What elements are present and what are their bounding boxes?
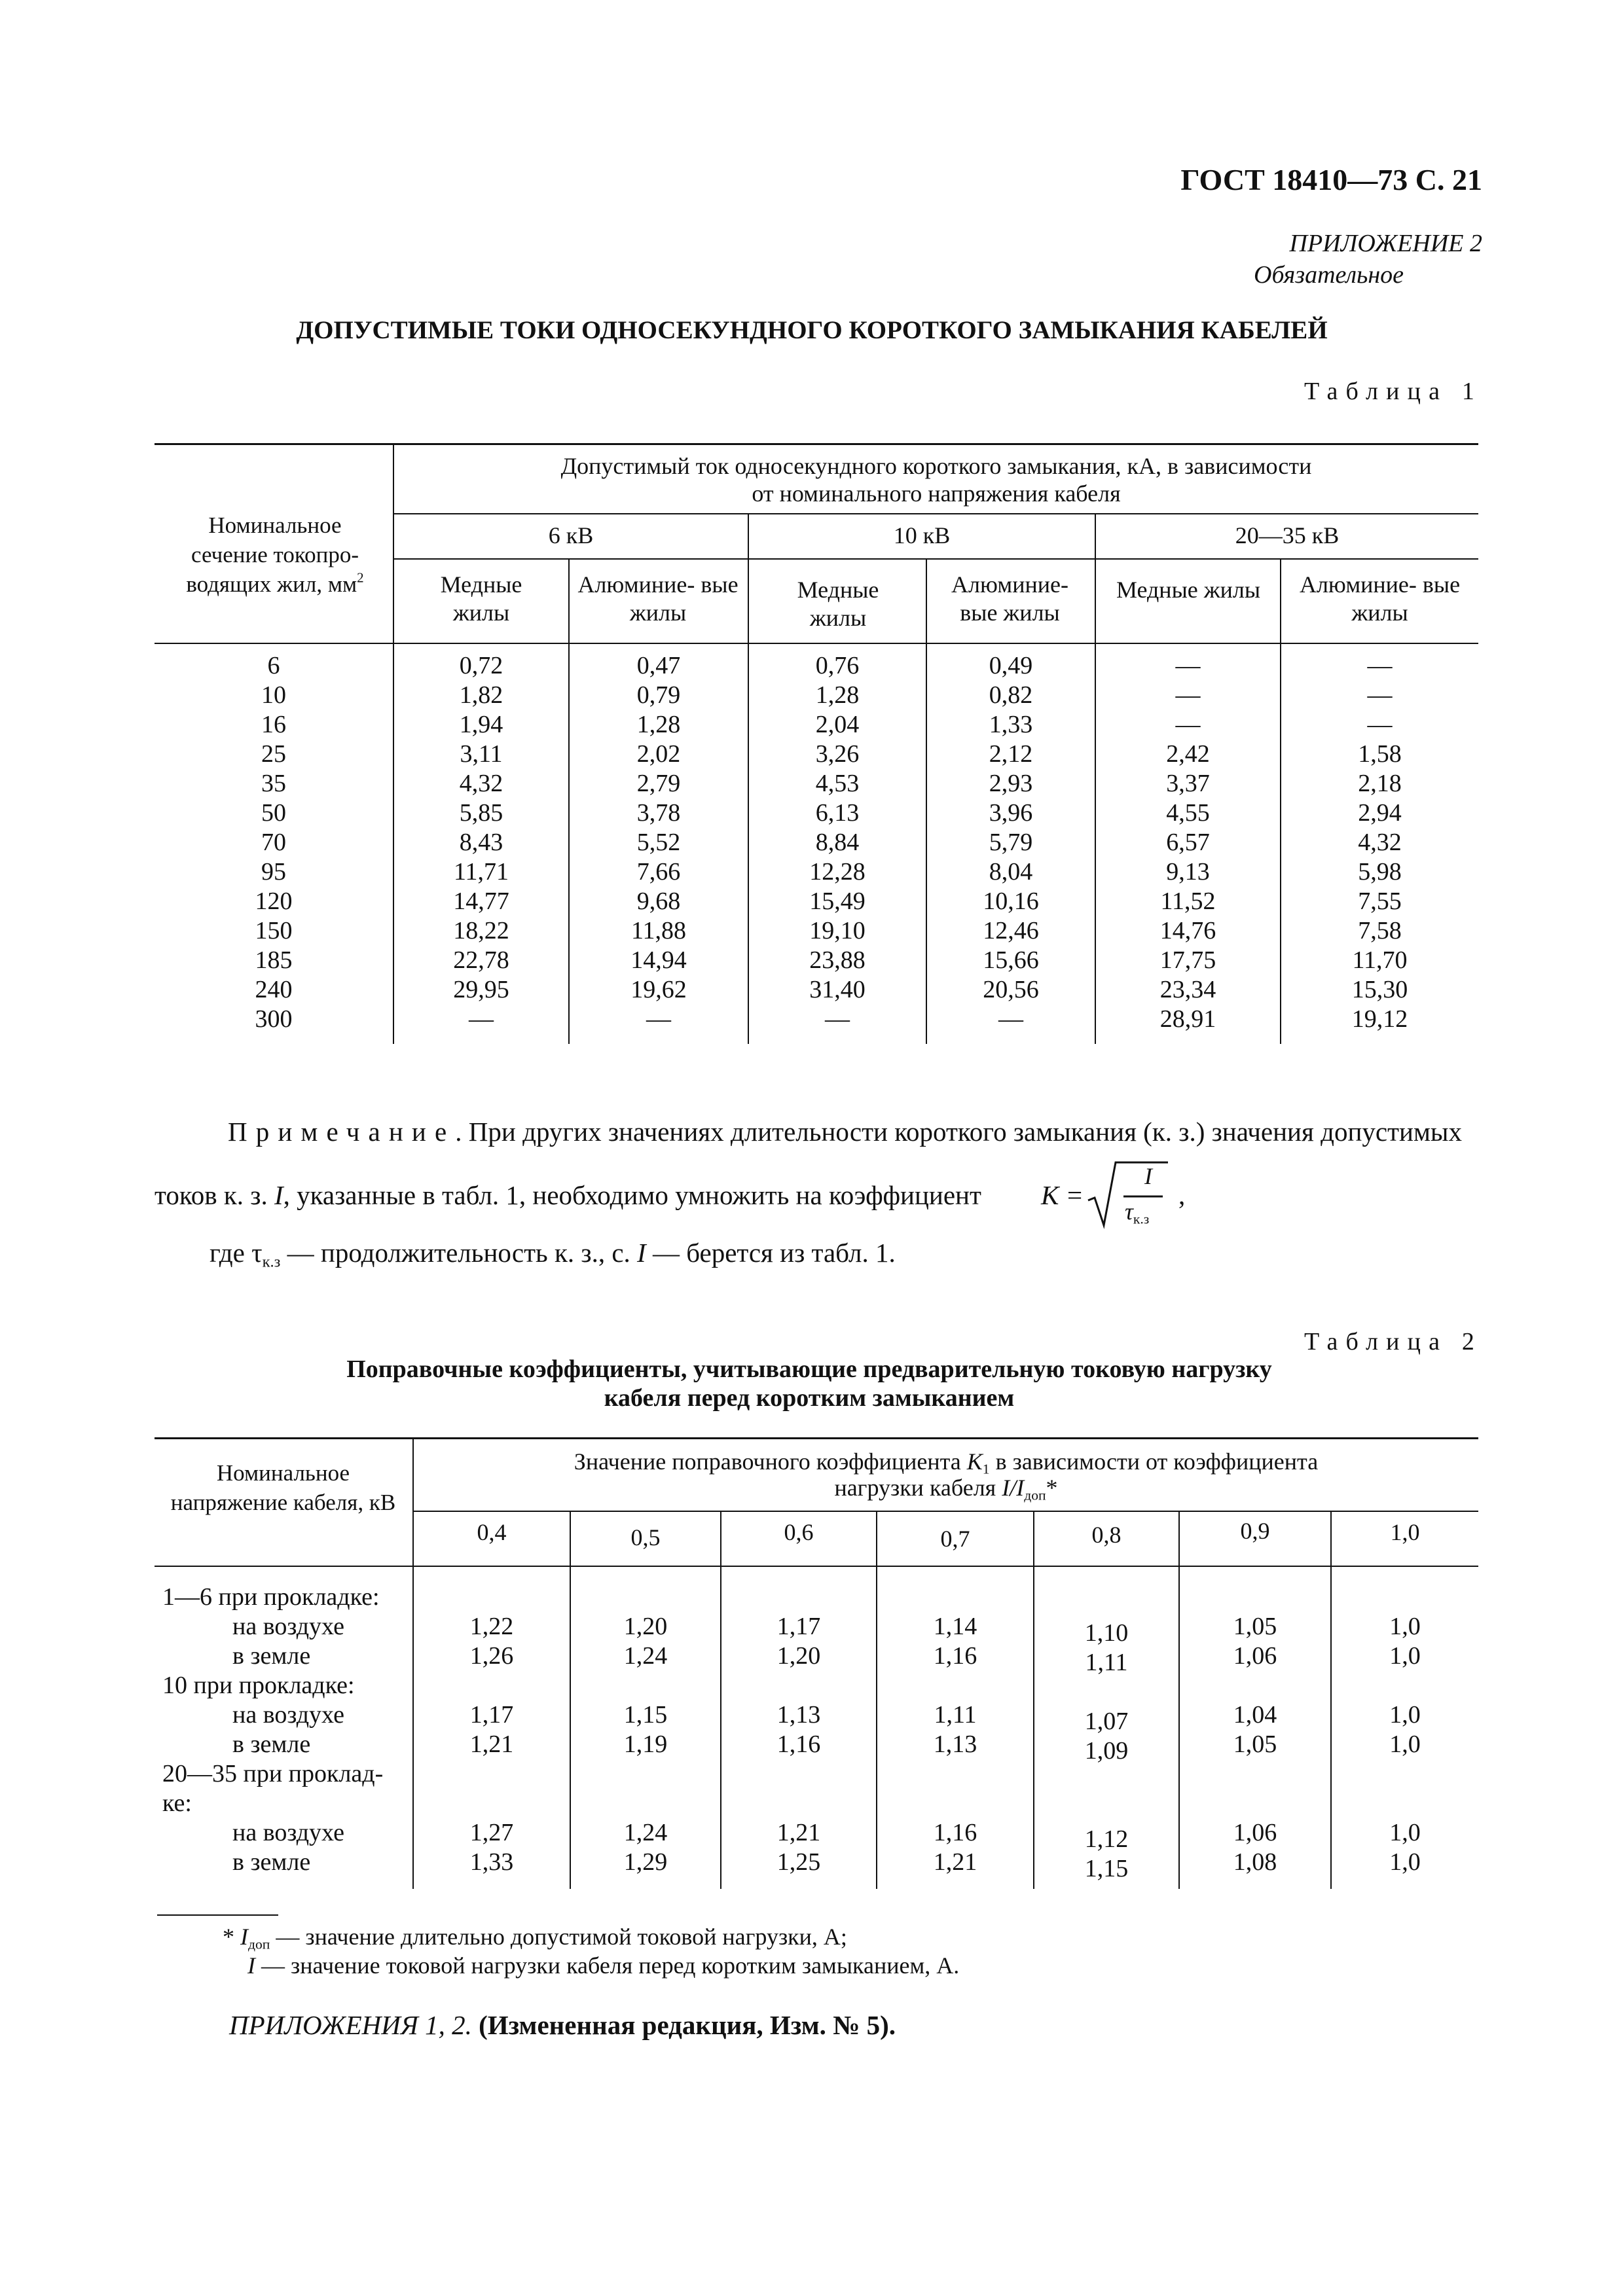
table1-cell: 14,94 — [630, 946, 687, 974]
table2-cell: 1,21 — [469, 1731, 514, 1758]
table2-coef-header: 0,5 — [630, 1524, 661, 1551]
table1-voltage-6kv: 6 кВ — [548, 522, 594, 548]
table2-title: кабеля перед коротким замыканием — [604, 1384, 1015, 1412]
table1-row-section: 185 — [255, 946, 293, 974]
table1-cell: — — [1367, 652, 1393, 679]
table2-cell: 1,13 — [776, 1701, 821, 1729]
table2-coef-header: 0,9 — [1240, 1518, 1270, 1544]
table2-cell: 1,17 — [469, 1701, 514, 1729]
table1-cell: — — [1367, 681, 1393, 709]
table1-cell: 6,13 — [815, 799, 860, 827]
table1-cell: 12,46 — [983, 917, 1039, 944]
table1-stub-header: Номинальное сечение токопро- водящих жил, $мм^2$ — [186, 512, 364, 597]
table2-cell: 1,24 — [623, 1642, 668, 1670]
table2-cell: 1,0 — [1389, 1701, 1421, 1729]
document-reference: ГОСТ 18410—73 С. 21 — [1180, 163, 1482, 196]
table1-subheader: Медные жилы — [797, 577, 879, 631]
table2-cell: 1,26 — [469, 1642, 514, 1670]
table1-cell: 11,70 — [1352, 946, 1408, 974]
table2-cell: 1,0 — [1389, 1848, 1421, 1876]
table1-row-section: 120 — [255, 888, 293, 915]
table2-row-label: ке: — [162, 1789, 192, 1817]
table1-cell: — — [1367, 711, 1393, 738]
table2-cell: 1,15 — [623, 1701, 668, 1729]
footnote-rule — [157, 1914, 278, 1916]
table1-subheader: Медные жилы — [440, 571, 522, 626]
table1-cell: 3,78 — [636, 799, 681, 827]
table2-cell: 1,06 — [1233, 1819, 1277, 1846]
note-line-2: токов к. з. I, указанные в табл. 1, необходимо умножить на коэффициент — [155, 1180, 981, 1210]
footnote-1: * $I_{доп}$ — значение длительно допустимой токовой нагрузки, А; — [223, 1924, 847, 1952]
table2-cell: 1,24 — [623, 1819, 668, 1846]
table1-row-section: 150 — [255, 917, 293, 944]
table2-cell: 1,12 — [1084, 1825, 1129, 1853]
table2-cell: 1,11 — [934, 1701, 977, 1729]
note-line-3: где $\tau_{к.з}$ — продолжительность к. з., с. I — берется из табл. 1. — [210, 1238, 896, 1271]
appendix-status: Обязательное — [1254, 261, 1404, 289]
table2-row-label: 10 при прокладке: — [162, 1672, 355, 1699]
coefficient-formula: K = I $\tau_{к.з}$ , — [1041, 1160, 1185, 1238]
table1-row-section: 16 — [261, 711, 286, 738]
table1-cell: — — [646, 1005, 671, 1033]
table1-top-header: от номинального напряжения кабеля — [752, 480, 1121, 507]
table1-cell: 1,58 — [1358, 740, 1402, 768]
table1-cell: 2,04 — [815, 711, 860, 738]
table2-cell: 1,27 — [469, 1819, 514, 1846]
table2-cell: 1,08 — [1233, 1848, 1277, 1876]
table1-cell: 0,47 — [636, 652, 681, 679]
table1-cell: 15,66 — [983, 946, 1039, 974]
table1-cell: 23,88 — [809, 946, 866, 974]
table2-cell: 1,21 — [933, 1848, 977, 1876]
table2-cell: 1,05 — [1233, 1731, 1277, 1758]
table2-row-label: 1—6 при прокладке: — [162, 1583, 380, 1611]
table2-cell: 1,0 — [1389, 1613, 1421, 1640]
table2-cell: 1,20 — [776, 1642, 821, 1670]
table2-row-label: в земле — [232, 1642, 311, 1670]
table1-cell: 28,91 — [1159, 1005, 1216, 1033]
table1-row-section: 300 — [255, 1005, 293, 1033]
table1-cell: 4,32 — [1358, 829, 1402, 856]
table1-cell: 0,72 — [459, 652, 503, 679]
table1-cell: 5,52 — [636, 829, 681, 856]
table1-cell: 1,94 — [459, 711, 503, 738]
table1-cell: 4,32 — [459, 770, 503, 797]
table1-cell: 14,77 — [453, 888, 509, 915]
table1-cell: 29,95 — [453, 976, 509, 1003]
table2-coef-header: 0,7 — [940, 1526, 970, 1552]
table1-cell: 11,88 — [630, 917, 687, 944]
table2-cell: 1,11 — [1085, 1649, 1128, 1676]
table2-coef-header: 0,6 — [784, 1519, 814, 1545]
table1-subheader: Медные жилы — [1116, 577, 1261, 603]
table1-cell: 1,28 — [636, 711, 681, 738]
table1-cell: 1,33 — [989, 711, 1033, 738]
table2-cell: 1,29 — [623, 1848, 668, 1876]
table2-label: Таблица 2 — [1304, 1328, 1482, 1355]
table2-row-label: 20—35 при проклад- — [162, 1760, 384, 1787]
table2-cell: 1,05 — [1233, 1613, 1277, 1640]
table2-cell: 1,25 — [776, 1848, 821, 1876]
table2-row-label: на воздухе — [232, 1819, 344, 1846]
table2-coef-header: 0,4 — [477, 1519, 507, 1545]
table1-cell: 3,26 — [815, 740, 860, 768]
appendix-label: ПРИЛОЖЕНИЕ 2 — [1289, 230, 1482, 257]
table1-cell: 2,12 — [989, 740, 1033, 768]
table1-top-rule — [155, 443, 1478, 445]
table1-cell: 2,79 — [636, 770, 681, 797]
table2-row-label: на воздухе — [232, 1613, 344, 1640]
table2-title: Поправочные коэффициенты, учитывающие предварительную токовую нагрузку — [346, 1355, 1272, 1383]
table2-cell: 1,21 — [776, 1819, 821, 1846]
table2-cell: 1,09 — [1084, 1737, 1129, 1765]
table1-cell: 4,55 — [1166, 799, 1210, 827]
table1-cell: 2,93 — [989, 770, 1033, 797]
table1-cell: 0,79 — [636, 681, 681, 709]
table1-row-section: 240 — [255, 976, 293, 1003]
table2-top-rule — [155, 1437, 1478, 1439]
table1-cell: 7,55 — [1358, 888, 1402, 915]
table2-cell: 1,16 — [933, 1819, 977, 1846]
table1-cell: 11,52 — [1160, 888, 1216, 915]
table1-cell: 19,62 — [630, 976, 687, 1003]
table1-cell: 9,68 — [636, 888, 681, 915]
table1-cell: 7,66 — [636, 858, 681, 886]
table1-cell: 2,42 — [1166, 740, 1210, 768]
table1-cell: 15,49 — [809, 888, 866, 915]
table1-cell: 5,98 — [1358, 858, 1402, 886]
table1-label: Таблица 1 — [1304, 378, 1482, 405]
table2-cell: 1,10 — [1084, 1619, 1129, 1647]
table1-cell: 2,18 — [1358, 770, 1402, 797]
table1-cell: 19,12 — [1351, 1005, 1408, 1033]
table1-cell: 3,11 — [460, 740, 503, 768]
table1-cell: 0,76 — [815, 652, 860, 679]
footnote-2: I — значение токовой нагрузки кабеля перед коротким замыканием, А. — [247, 1952, 960, 1979]
table2-stub-header: Номинальное напряжение кабеля, кВ — [170, 1460, 396, 1515]
table2-cell: 1,17 — [776, 1613, 821, 1640]
table1-cell: 9,13 — [1166, 858, 1210, 886]
table1-cell: 8,84 — [815, 829, 860, 856]
table1-cell: 0,82 — [989, 681, 1033, 709]
table1-cell: 5,85 — [459, 799, 503, 827]
table2-cell: 1,13 — [933, 1731, 977, 1758]
table1-cell: 19,10 — [809, 917, 866, 944]
table1-cell: 4,53 — [815, 770, 860, 797]
table1-top-header: Допустимый ток односекундного короткого замыкания, кА, в зависимости — [560, 453, 1312, 479]
table1-subheader: Алюминие- вые жилы — [577, 571, 739, 626]
table1-cell: 10,16 — [983, 888, 1039, 915]
table1-cell: — — [1175, 652, 1201, 679]
table1-cell: 22,78 — [453, 946, 509, 974]
table1-cell: 15,30 — [1351, 976, 1408, 1003]
table2-cell: 1,0 — [1389, 1642, 1421, 1670]
table1-voltage-20-35kv: 20—35 кВ — [1235, 522, 1340, 548]
table2-cell: 1,04 — [1233, 1701, 1277, 1729]
table1-row-section: 10 — [261, 681, 286, 709]
amendment-note: ПРИЛОЖЕНИЯ 1, 2. (Измененная редакция, Изм. № 5). — [229, 2010, 896, 2040]
table1-cell: 17,75 — [1159, 946, 1216, 974]
table2-cell: 1,06 — [1233, 1642, 1277, 1670]
table2-top-header: нагрузки кабеля $I/I_{доп}*$ — [834, 1475, 1058, 1503]
table1-cell: 20,56 — [983, 976, 1039, 1003]
table1-cell: 12,28 — [809, 858, 866, 886]
table2-cell: 1,14 — [933, 1613, 977, 1640]
table1-cell: — — [825, 1005, 850, 1033]
table1-row-section: 70 — [261, 829, 286, 856]
table1-row-section: 25 — [261, 740, 286, 768]
table1-cell: 2,02 — [636, 740, 681, 768]
table2-cell: 1,19 — [623, 1731, 668, 1758]
table1-cell: 23,34 — [1159, 976, 1216, 1003]
table1-row-section: 50 — [261, 799, 286, 827]
table2-coef-header: 1,0 — [1390, 1519, 1420, 1545]
table2-row-label: на воздухе — [232, 1701, 344, 1729]
note-label: Примечание — [228, 1117, 456, 1147]
page-title: ДОПУСТИМЫЕ ТОКИ ОДНОСЕКУНДНОГО КОРОТКОГО ЗАМЫКАНИЯ КАБЕЛЕЙ — [296, 316, 1328, 344]
table1-cell: — — [1175, 681, 1201, 709]
table1-cell: — — [469, 1005, 494, 1033]
table1-cell: 18,22 — [453, 917, 509, 944]
table2-row-label: в земле — [232, 1848, 311, 1876]
table2-top-header: Значение поправочного коэффициента $K_1$ в зависимости от коэффициента — [574, 1448, 1319, 1477]
table1-cell: 3,96 — [989, 799, 1033, 827]
table1-rule — [393, 558, 1478, 560]
table2-row-label: в земле — [232, 1731, 311, 1758]
table1-cell: 3,37 — [1166, 770, 1210, 797]
table2-cell: 1,0 — [1389, 1731, 1421, 1758]
table1-row-section: 6 — [267, 652, 280, 679]
note-line-1: Примечание. При других значениях длительности короткого замыкания (к. з.) значения допустимых — [228, 1117, 1462, 1147]
table1-voltage-10kv: 10 кВ — [893, 522, 951, 548]
table2-cell: 1,15 — [1084, 1855, 1129, 1882]
table1-cell: 8,43 — [459, 829, 503, 856]
table1-cell: 14,76 — [1159, 917, 1216, 944]
table1-cell: 2,94 — [1358, 799, 1402, 827]
table1-rule — [393, 513, 1478, 514]
table2-cell: 1,0 — [1389, 1819, 1421, 1846]
table2-cell: 1,22 — [469, 1613, 514, 1640]
table2-cell: 1,20 — [623, 1613, 668, 1640]
table1-subheader: Алюминие- вые жилы — [1299, 571, 1461, 626]
table1-cell: — — [998, 1005, 1023, 1033]
table1-cell: 5,79 — [989, 829, 1033, 856]
table2-coef-header: 0,8 — [1091, 1522, 1122, 1548]
table1-row-section: 35 — [261, 770, 286, 797]
table1-cell: 11,71 — [453, 858, 509, 886]
table1-subheader: Алюминие- вые жилы — [951, 571, 1068, 626]
table1-cell: 8,04 — [989, 858, 1033, 886]
table2-cell: 1,16 — [776, 1731, 821, 1758]
table1-cell: 1,82 — [459, 681, 503, 709]
table1-cell: 7,58 — [1358, 917, 1402, 944]
table2-rule — [412, 1511, 1478, 1512]
table1-cell: 31,40 — [809, 976, 866, 1003]
table1-cell: 1,28 — [815, 681, 860, 709]
table1-cell: 0,49 — [989, 652, 1033, 679]
table2-header-rule — [155, 1566, 1478, 1567]
table1-cell: — — [1175, 711, 1201, 738]
table2-cell: 1,07 — [1084, 1708, 1129, 1735]
table2-cell: 1,33 — [469, 1848, 514, 1876]
table2-cell: 1,16 — [933, 1642, 977, 1670]
table1-row-section: 95 — [261, 858, 286, 886]
table1-cell: 6,57 — [1166, 829, 1210, 856]
